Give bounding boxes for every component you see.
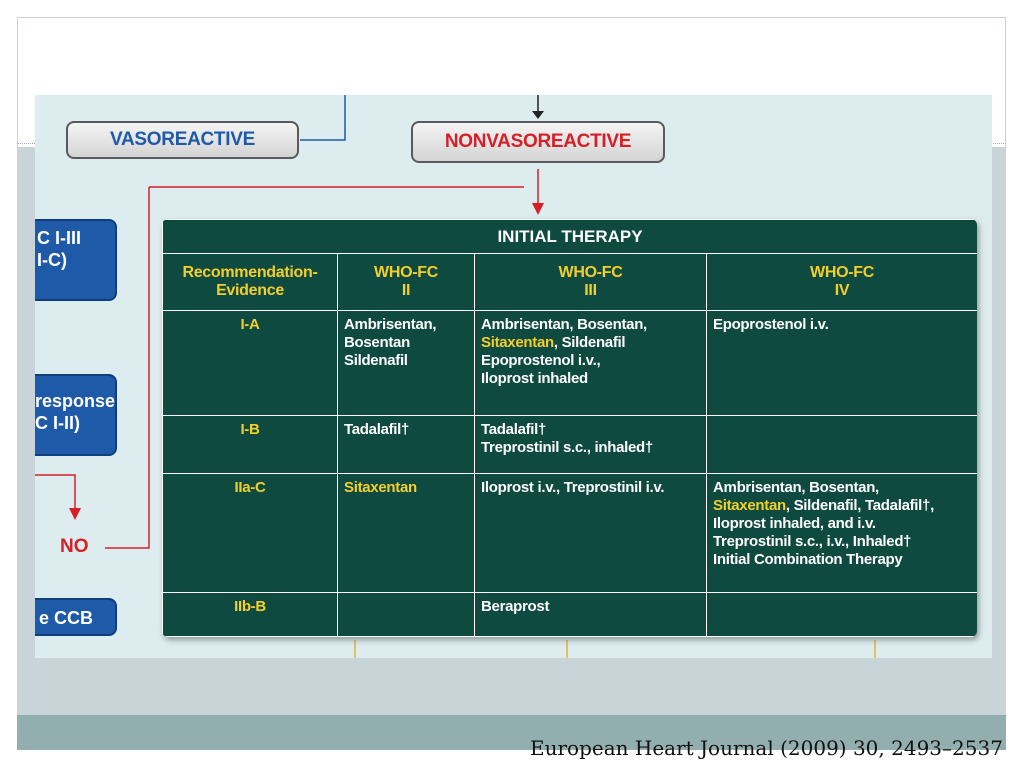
evidence-level-cell: I-A [163,310,338,415]
nonvaso-arrow-head [532,203,544,215]
drug-line [481,334,700,352]
who-fc-iii-cell: Beraprost [475,592,707,636]
evidence-level-cell: IIa-C [163,474,338,592]
response-box [35,374,117,456]
evidence-level-cell: I-B [163,415,338,474]
fc-i-iii-box [35,219,117,301]
drug-line: Ambrisentan, [344,315,437,333]
header-line: Evidence [216,282,284,300]
header-line: WHO-FC [810,264,874,282]
drug-line: Ambrisentan, Bosentan, [713,479,879,497]
who-fc-iv-cell: Epoprostenol i.v. [707,310,978,415]
fc-box-line: C I-III [37,228,81,248]
citation: European Heart Journal (2009) 30, 2493–2537 [530,736,1003,760]
header-who-fc-iv [707,254,978,311]
nonvasoreactive-label: VASOREACTIVE [486,131,632,152]
highlighted-drug: Sitaxentan [481,333,554,351]
drug-line: Ambrisentan, Bosentan, [481,315,647,333]
response-box-line: C I-II) [35,413,80,433]
who-fc-iv-cell [707,474,978,592]
table-row [163,310,978,415]
drug-line: Treprostinil s.c., i.v., Inhaled† [713,533,912,551]
drug-line: Tadalafil† [481,420,547,438]
response-no-arrow-head [69,508,81,520]
table-title-row [163,220,978,254]
no-label: NO [60,536,89,557]
response-box-line: response [35,391,116,411]
vasoreactive-connector [300,95,345,140]
who-fc-ii-cell [338,310,475,415]
flowchart-figure [35,95,992,658]
drug-text: , Sildenafil [553,333,626,351]
title-divider-left [17,143,37,144]
drug-line: Initial Combination Therapy [713,551,903,569]
drug-line: Bosentan [344,333,410,351]
therapy-table [162,219,977,637]
initial-therapy-table [162,219,977,637]
who-fc-ii-cell: Sitaxentan [338,474,475,592]
table-row [163,415,978,474]
vasoreactive-label: VASOREACTIVE [110,129,255,150]
table-row [163,474,978,592]
drug-line: Iloprost inhaled, and i.v. [713,515,876,533]
who-fc-iv-cell [707,415,978,474]
header-line: IV [834,282,850,300]
header-recommendation-evidence [163,254,338,311]
who-fc-ii-cell: Tadalafil† [338,415,475,474]
drug-line: Iloprost inhaled [481,369,588,387]
nonvasoreactive-prefix: NON [444,131,487,152]
title-divider-right [990,143,1006,144]
nonvasoreactive-box [411,121,665,163]
who-fc-ii-cell [338,592,475,636]
header-line: Recommendation- [182,264,318,282]
highlighted-drug: Sitaxentan [713,497,786,515]
drug-text: , Sildenafil, Tadalafil†, [785,497,934,515]
header-line: II [401,282,411,300]
ccb-box [35,598,117,636]
response-no-line [35,475,75,510]
top-arrow-head [532,111,544,119]
header-line: III [584,282,597,300]
ccb-box-label: e CCB [39,608,94,628]
drug-line: Treprostinil s.c., inhaled† [481,438,653,456]
header-line: WHO-FC [558,264,623,282]
drug-line [713,497,971,515]
drug-line: Epoprostenol i.v., [481,351,601,369]
table-title: INITIAL THERAPY [163,220,978,254]
header-who-fc-ii [338,254,475,311]
who-fc-iii-cell [475,415,707,474]
table-header-row [163,254,978,311]
drug-line: Sildenafil [344,351,408,369]
header-who-fc-iii [475,254,707,311]
evidence-level-cell: IIb-B [163,592,338,636]
who-fc-iii-cell: Iloprost i.v., Treprostinil i.v. [475,474,707,592]
who-fc-iii-cell [475,310,707,415]
header-line: WHO-FC [374,264,438,282]
table-row [163,592,978,636]
vasoreactive-box [66,121,299,159]
fc-box-line: I-C) [37,250,67,270]
who-fc-iv-cell [707,592,978,636]
